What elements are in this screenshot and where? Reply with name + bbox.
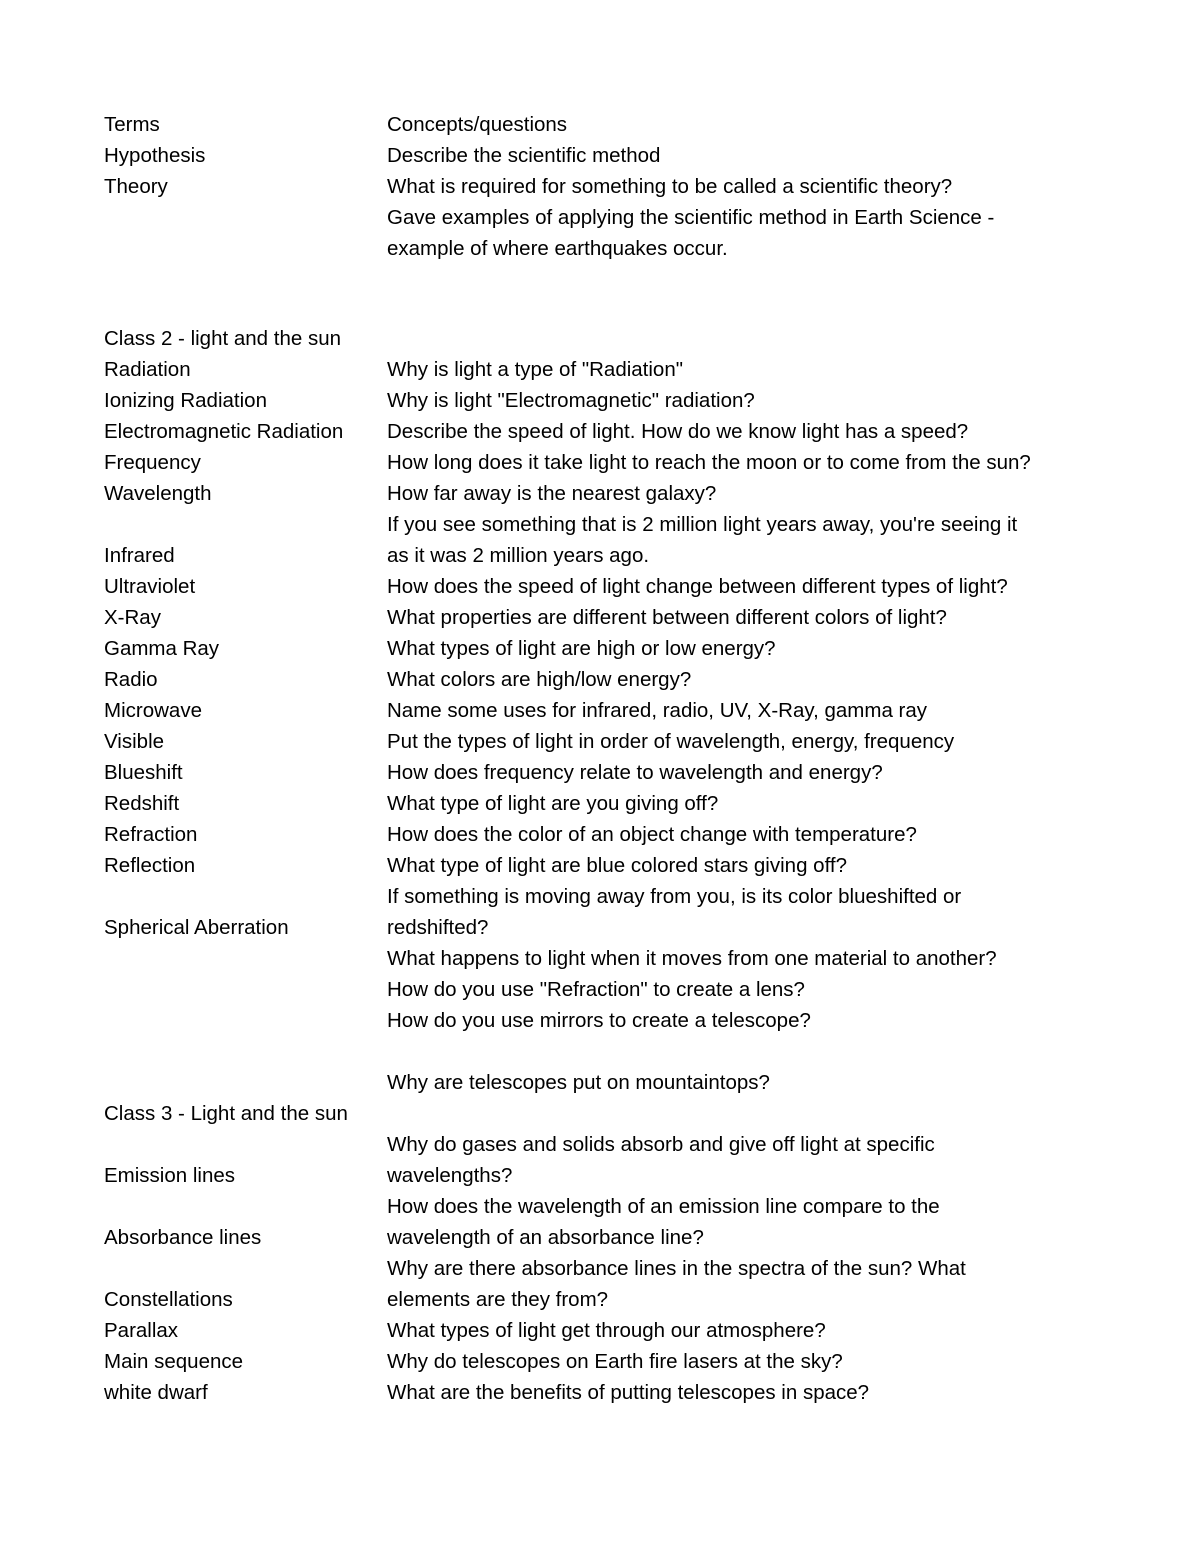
question-text: What is required for something to be called a scientific theory? <box>387 175 953 198</box>
question-cell <box>387 385 1104 416</box>
question-text: Describe the scientific method <box>387 144 661 167</box>
question-cell <box>387 478 1104 509</box>
question-text: How does the wavelength of an emission line compare to the <box>387 1195 940 1218</box>
question-cell <box>387 1315 1104 1346</box>
term-row <box>104 633 1104 664</box>
question-text: What type of light are you giving off? <box>387 792 719 815</box>
question-text: How do you use mirrors to create a telescope? <box>387 1009 811 1032</box>
class2-title: Class 2 - light and the sun <box>104 327 342 350</box>
question-text: What happens to light when it moves from one material to another? <box>387 947 997 970</box>
term-text: Gamma Ray <box>104 637 220 660</box>
question-cell <box>387 509 1104 571</box>
term-row <box>104 1005 1104 1036</box>
question-cell <box>387 1377 1104 1408</box>
term-row <box>104 140 1104 171</box>
section-1 <box>104 140 1104 264</box>
question-cell <box>387 202 1104 264</box>
term-row <box>104 416 1104 447</box>
question-text: redshifted? <box>387 916 489 939</box>
term-row <box>104 943 1104 974</box>
question-text: How does the speed of light change between different types of light? <box>387 575 1008 598</box>
question-cell <box>387 726 1104 757</box>
term-text: Wavelength <box>104 482 212 505</box>
question-cell <box>387 819 1104 850</box>
question-text: How does the color of an object change with temperature? <box>387 823 917 846</box>
question-cell <box>387 602 1104 633</box>
term-text: Redshift <box>104 792 180 815</box>
question-text: How does frequency relate to wavelength and energy? <box>387 761 883 784</box>
question-text: Why is light "Electromagnetic" radiation? <box>387 389 755 412</box>
question-text: What types of light are high or low energy? <box>387 637 776 660</box>
term-text: Blueshift <box>104 761 183 784</box>
term-row <box>104 571 1104 602</box>
term-row <box>104 171 1104 202</box>
question-cell <box>387 171 1104 202</box>
class2-title-row <box>104 323 1104 354</box>
term-text: white dwarf <box>104 1381 208 1404</box>
term-text: Infrared <box>104 544 175 567</box>
term-row <box>104 974 1104 1005</box>
header-row <box>104 109 1104 140</box>
question-text: elements are they from? <box>387 1288 609 1311</box>
question-text: What colors are high/low energy? <box>387 668 692 691</box>
question-cell <box>387 664 1104 695</box>
question-cell <box>387 881 1104 943</box>
question-text: wavelength of an absorbance line? <box>387 1226 704 1249</box>
question-text: Why are telescopes put on mountaintops? <box>387 1071 770 1094</box>
term-text: Ultraviolet <box>104 575 196 598</box>
concepts-header: Concepts/questions <box>387 113 568 136</box>
question-cell <box>387 850 1104 881</box>
question-text: Why are there absorbance lines in the spectra of the sun? What <box>387 1257 966 1280</box>
class3-section <box>104 1129 1104 1408</box>
question-cell <box>387 943 1104 974</box>
question-cell <box>387 140 1104 171</box>
question-cell <box>387 447 1104 478</box>
term-text: Spherical Aberration <box>104 916 289 939</box>
term-row <box>104 664 1104 695</box>
term-row <box>104 202 1104 264</box>
question-text: Gave examples of applying the scientific method in Earth Science - <box>387 206 995 229</box>
term-row <box>104 1346 1104 1377</box>
question-cell <box>387 1191 1104 1253</box>
term-text: Electromagnetic Radiation <box>104 420 344 443</box>
term-row <box>104 819 1104 850</box>
term-row <box>104 850 1104 881</box>
question-text: What properties are different between different colors of light? <box>387 606 947 629</box>
question-cell <box>387 571 1104 602</box>
term-text: Radiation <box>104 358 191 381</box>
term-text: Frequency <box>104 451 201 474</box>
term-row <box>104 1129 1104 1191</box>
question-cell <box>387 354 1104 385</box>
term-text: Refraction <box>104 823 198 846</box>
question-cell <box>387 633 1104 664</box>
term-text: Microwave <box>104 699 202 722</box>
term-row <box>104 757 1104 788</box>
term-row <box>104 1191 1104 1253</box>
term-text: Emission lines <box>104 1164 236 1187</box>
question-text: How do you use "Refraction" to create a lens? <box>387 978 805 1001</box>
question-text: Why do gases and solids absorb and give off light at specific <box>387 1133 935 1156</box>
class2-section <box>104 354 1104 1036</box>
question-text: If something is moving away from you, is its color blueshifted or <box>387 885 962 908</box>
question-text: Why is light a type of "Radiation" <box>387 358 683 381</box>
term-text: Theory <box>104 175 168 198</box>
term-text: Hypothesis <box>104 144 206 167</box>
question-text: Put the types of light in order of wavelength, energy, frequency <box>387 730 955 753</box>
question-text: If you see something that is 2 million light years away, you're seeing it <box>387 513 1018 536</box>
term-text: Radio <box>104 668 158 691</box>
term-text: X-Ray <box>104 606 161 629</box>
term-row <box>104 695 1104 726</box>
question-text: as it was 2 million years ago. <box>387 544 650 567</box>
question-cell <box>387 1253 1104 1315</box>
term-row <box>104 1315 1104 1346</box>
class3-title-row <box>104 1098 1104 1129</box>
term-text: Absorbance lines <box>104 1226 262 1249</box>
question-text: wavelengths? <box>387 1164 513 1187</box>
question-text: Describe the speed of light. How do we know light has a speed? <box>387 420 969 443</box>
term-row <box>104 1253 1104 1315</box>
question-cell <box>387 757 1104 788</box>
term-row <box>104 1377 1104 1408</box>
question-cell <box>387 974 1104 1005</box>
question-text: How far away is the nearest galaxy? <box>387 482 717 505</box>
term-row <box>104 788 1104 819</box>
term-text: Main sequence <box>104 1350 244 1373</box>
question-text: What type of light are blue colored stars giving off? <box>387 854 847 877</box>
terms-header: Terms <box>104 113 160 136</box>
term-row <box>104 509 1104 571</box>
question-text: Why do telescopes on Earth fire lasers at the sky? <box>387 1350 843 1373</box>
term-text: Parallax <box>104 1319 179 1342</box>
question-cell <box>387 1005 1104 1036</box>
term-row <box>104 447 1104 478</box>
question-text: How long does it take light to reach the moon or to come from the sun? <box>387 451 1031 474</box>
term-row <box>104 354 1104 385</box>
question-cell <box>387 1129 1104 1191</box>
question-cell <box>387 788 1104 819</box>
question-cell <box>387 416 1104 447</box>
question-cell <box>387 695 1104 726</box>
question-text: What are the benefits of putting telescopes in space? <box>387 1381 870 1404</box>
section-gap <box>104 264 1104 323</box>
term-text: Ionizing Radiation <box>104 389 267 412</box>
term-row <box>104 478 1104 509</box>
study-guide <box>104 109 1104 1408</box>
term-row <box>104 726 1104 757</box>
question-text: Name some uses for infrared, radio, UV, X-Ray, gamma ray <box>387 699 928 722</box>
term-text: Constellations <box>104 1288 233 1311</box>
term-text: Visible <box>104 730 165 753</box>
term-row <box>104 881 1104 943</box>
question-text: What types of light get through our atmosphere? <box>387 1319 826 1342</box>
term-text: Reflection <box>104 854 196 877</box>
question-text: example of where earthquakes occur. <box>387 237 728 260</box>
question-cell <box>387 1346 1104 1377</box>
term-row <box>104 602 1104 633</box>
class3-title: Class 3 - Light and the sun <box>104 1102 348 1125</box>
extra-question-row <box>104 1067 1104 1098</box>
term-row <box>104 385 1104 416</box>
blank-line <box>104 1036 1104 1067</box>
